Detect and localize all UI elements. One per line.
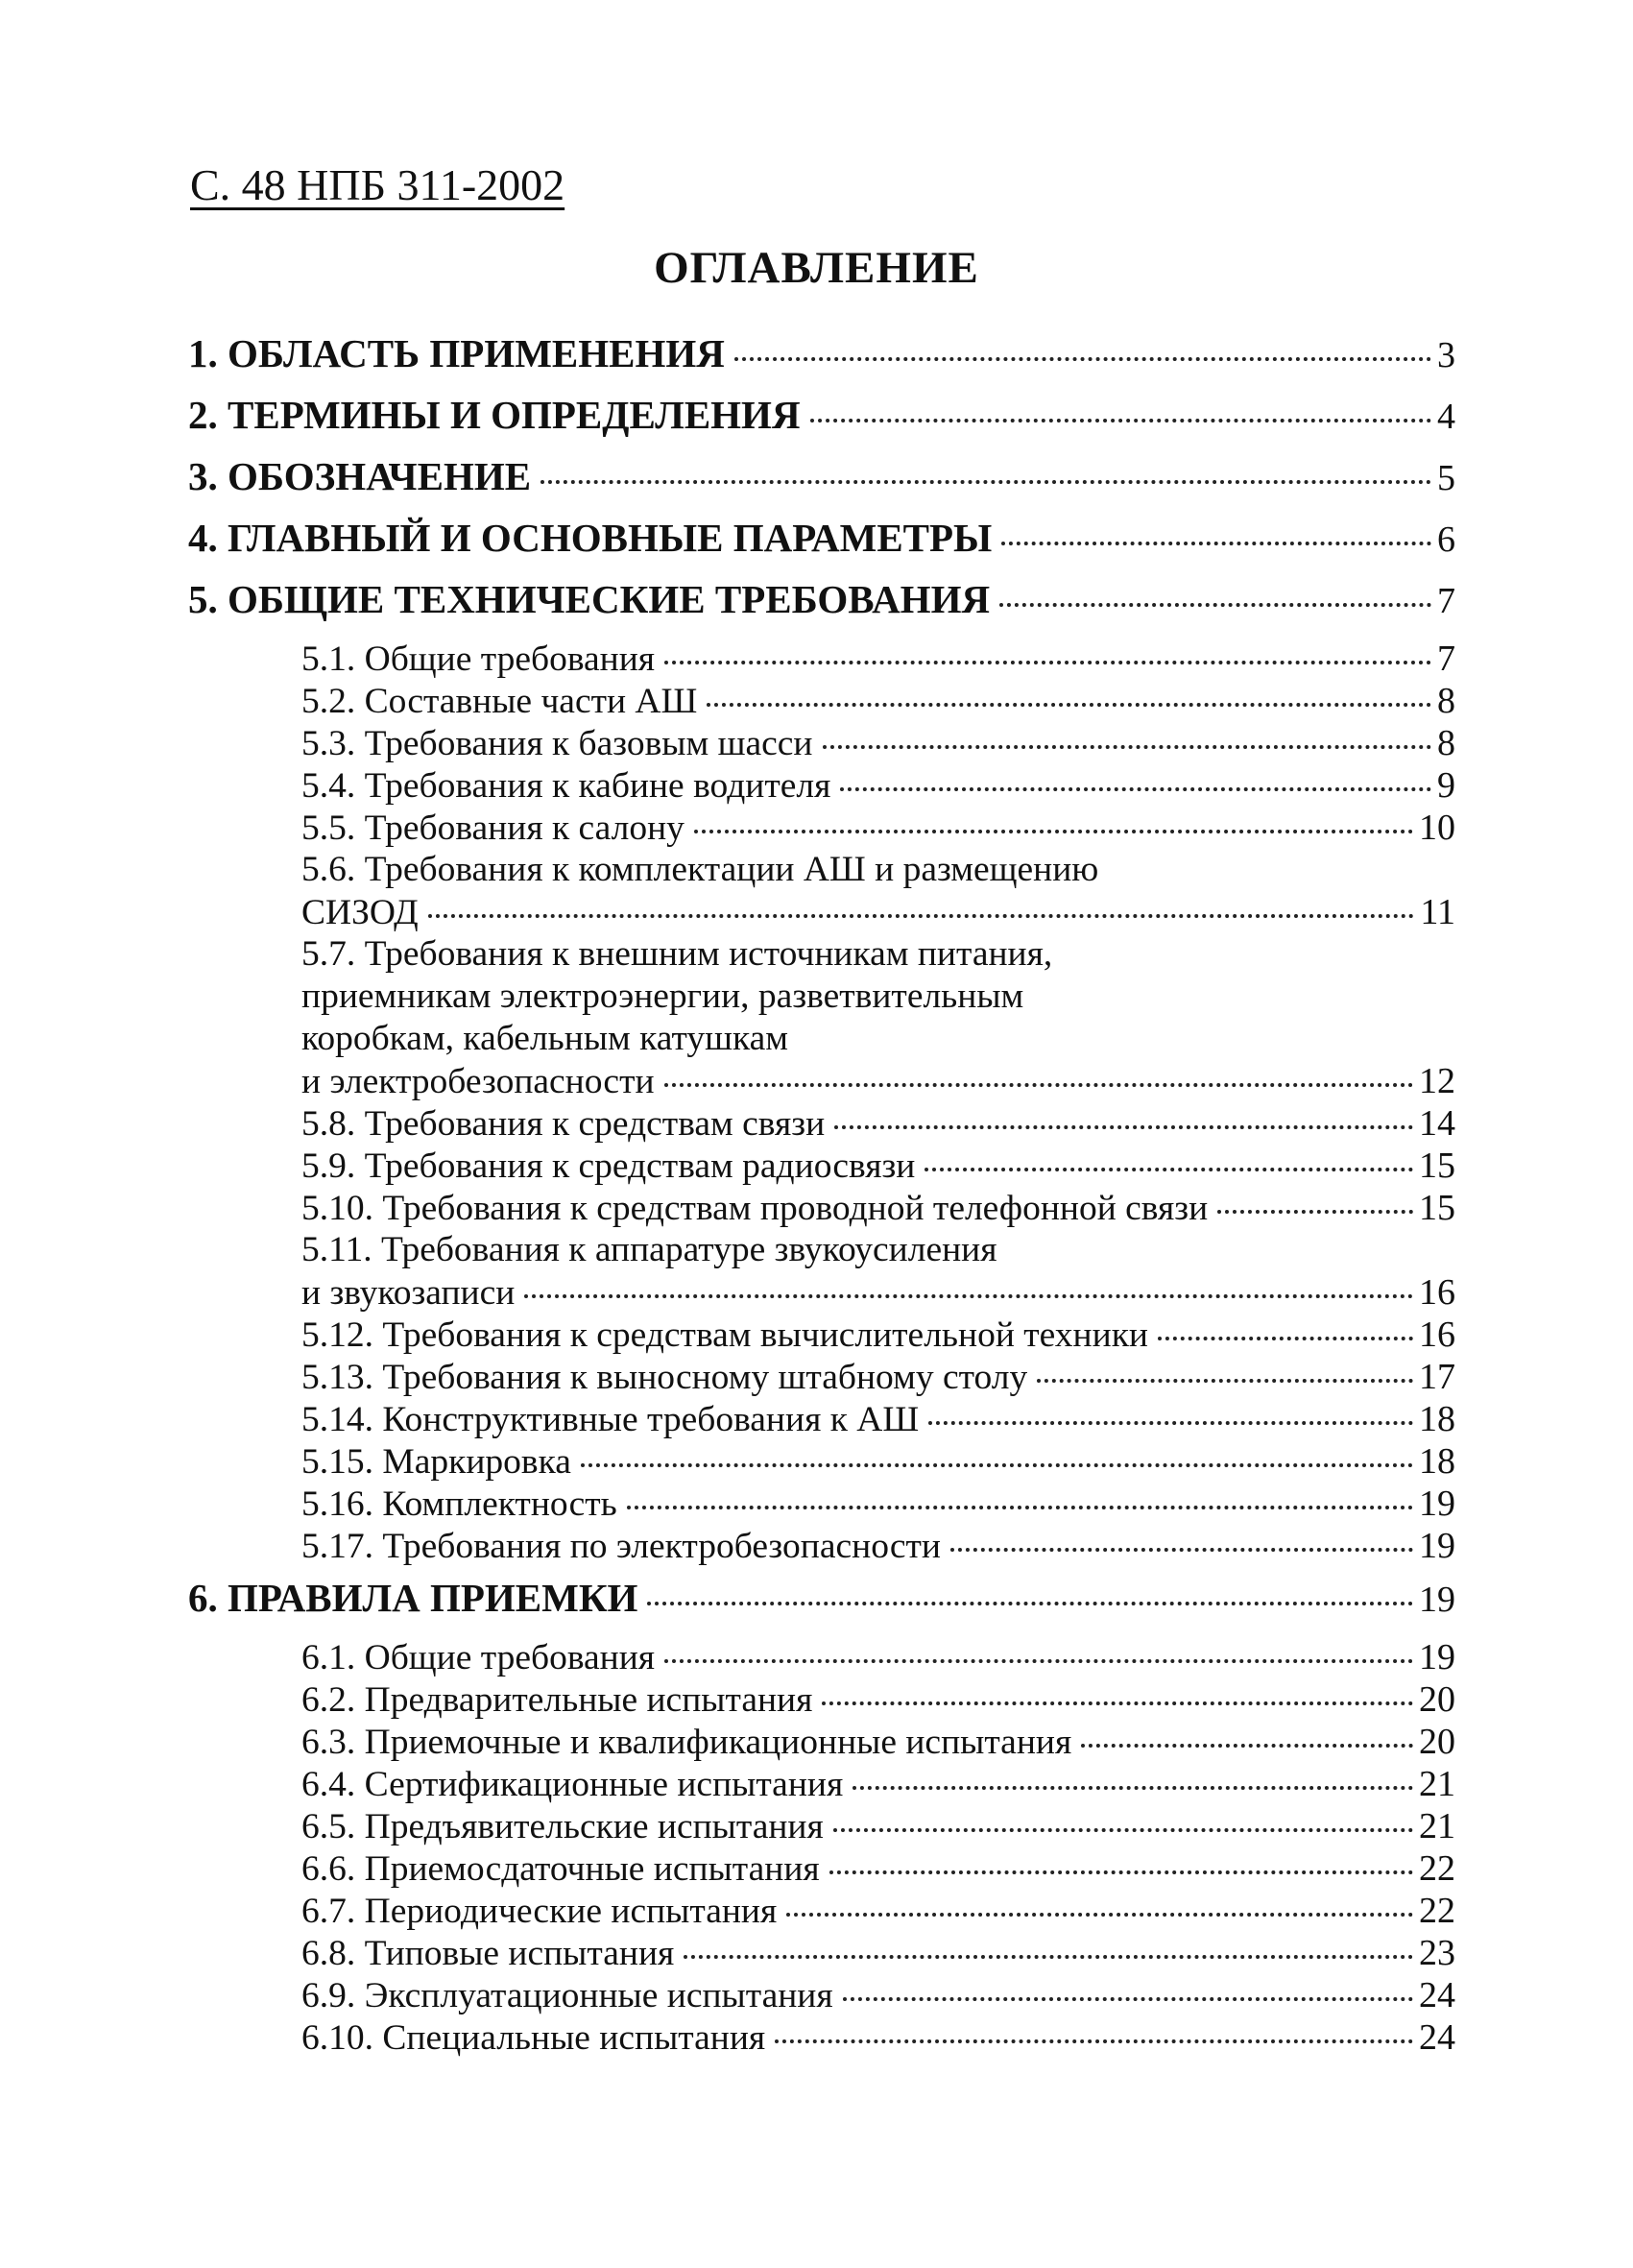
leader-dots	[853, 1786, 1413, 1790]
toc-entry-title: 6.6. Приемосдаточные испытания	[301, 1849, 820, 1889]
toc-entry-title: 3. ОБОЗНАЧЕНИЕ	[188, 454, 532, 498]
leader-dots	[664, 1659, 1413, 1663]
toc-entry-section-4[interactable]	[188, 515, 1455, 559]
toc-page-number: 20	[1419, 1722, 1455, 1762]
leader-dots	[627, 1506, 1413, 1509]
toc-entry-5-15[interactable]	[301, 1440, 1455, 1484]
toc-entry-5-10[interactable]	[301, 1187, 1455, 1231]
toc-page-number: 19	[1419, 1484, 1455, 1524]
toc-page-number: 8	[1437, 681, 1455, 721]
toc-entry-title: 5.15. Маркировка	[301, 1442, 571, 1482]
toc-entry-5-8[interactable]	[301, 1102, 1455, 1146]
leader-dots	[1158, 1337, 1413, 1340]
toc-page-number: 10	[1419, 808, 1455, 848]
toc-entry-title: 5.9. Требования к средствам радиосвязи	[301, 1146, 916, 1186]
toc-entry-title-end: и электробезопасности	[301, 1062, 655, 1101]
toc-page-number: 4	[1437, 397, 1455, 437]
leader-dots	[950, 1548, 1413, 1552]
leader-dots	[1217, 1210, 1413, 1214]
leader-dots	[823, 745, 1432, 749]
toc-entry-5-3[interactable]	[301, 722, 1455, 766]
toc-page-number: 21	[1419, 1764, 1455, 1804]
toc-entry-6-7[interactable]	[301, 1890, 1455, 1934]
running-head: С. 48 НПБ 311-2002	[190, 160, 565, 209]
leader-dots	[840, 787, 1431, 791]
toc-entry-5-9[interactable]	[301, 1145, 1455, 1189]
toc-page-number: 16	[1419, 1315, 1455, 1355]
toc-entry-title: 6.8. Типовые испытания	[301, 1934, 675, 1973]
leader-dots	[843, 1997, 1413, 2001]
toc-page-number: 8	[1437, 723, 1455, 763]
toc-entry-6-2[interactable]	[301, 1678, 1455, 1723]
toc-entry-title: 1. ОБЛАСТЬ ПРИМЕНЕНИЯ	[188, 331, 725, 375]
toc-entry-title: 5.16. Комплектность	[301, 1484, 617, 1524]
toc-title: ОГЛАВЛЕНИЕ	[654, 243, 979, 293]
toc-entry-5-14[interactable]	[301, 1398, 1455, 1442]
toc-entry-title: 6.7. Периодические испытания	[301, 1892, 778, 1931]
toc-entry-6-3[interactable]	[301, 1721, 1455, 1765]
toc-entry-5-11[interactable]	[301, 1271, 1455, 1315]
leader-dots	[775, 2039, 1413, 2043]
toc-page-number: 17	[1419, 1357, 1455, 1397]
toc-entry-title: 2. ТЕРМИНЫ И ОПРЕДЕЛЕНИЯ	[188, 393, 801, 437]
toc-entry-title: 6.2. Предварительные испытания	[301, 1680, 813, 1720]
toc-entry-title: 6.3. Приемочные и квалификационные испытания	[301, 1723, 1072, 1762]
toc-entry-title: 6.1. Общие требования	[301, 1638, 656, 1677]
leader-dots	[734, 357, 1431, 361]
toc-page-number: 16	[1419, 1272, 1455, 1313]
toc-entry-title-line3: коробкам, кабельным катушкам	[301, 1019, 789, 1058]
toc-entry-5-7-line1[interactable]	[301, 933, 1455, 977]
toc-page-number: 19	[1419, 1580, 1455, 1620]
toc-page-number: 7	[1437, 639, 1455, 679]
toc-entry-5-7-line3[interactable]	[301, 1018, 1455, 1062]
toc-entry-section-6[interactable]	[188, 1575, 1455, 1619]
toc-entry-title: 5.2. Составные части АШ	[301, 682, 698, 721]
toc-entry-title: 5.11. Требования к аппаратуре звукоусиления	[301, 1230, 997, 1269]
toc-entry-5-13[interactable]	[301, 1356, 1455, 1400]
toc-entry-5-12[interactable]	[301, 1314, 1455, 1358]
leader-dots	[925, 1168, 1413, 1171]
toc-page-number: 18	[1419, 1441, 1455, 1482]
leader-dots	[834, 1125, 1413, 1129]
toc-page-number: 3	[1437, 335, 1455, 375]
toc-page-number: 7	[1437, 581, 1455, 621]
toc-page-number: 11	[1420, 892, 1455, 932]
leader-dots	[999, 603, 1431, 607]
leader-dots	[664, 1083, 1413, 1087]
toc-entry-5-7-line2[interactable]	[301, 976, 1455, 1020]
toc-entry-title: 5.8. Требования к средствам связи	[301, 1104, 826, 1144]
toc-entry-5-11-line1[interactable]	[301, 1229, 1455, 1273]
toc-entry-title: 6.9. Эксплуатационные испытания	[301, 1976, 833, 2015]
toc-entry-title: 5.17. Требования по электробезопасности	[301, 1527, 941, 1566]
toc-page-number: 15	[1419, 1188, 1455, 1228]
leader-dots	[581, 1463, 1413, 1467]
leader-dots	[664, 661, 1431, 664]
toc-entry-5-6-line1[interactable]	[301, 849, 1455, 893]
leader-dots	[822, 1701, 1413, 1705]
toc-entry-title: 5.13. Требования к выносному штабному столу	[301, 1358, 1028, 1397]
toc-entry-6-10[interactable]	[301, 2016, 1455, 2061]
toc-page-number: 23	[1419, 1933, 1455, 1973]
toc-page-number: 12	[1419, 1061, 1455, 1101]
toc-entry-title: 5. ОБЩИЕ ТЕХНИЧЕСКИЕ ТРЕБОВАНИЯ	[188, 577, 991, 621]
toc-page-number: 14	[1419, 1103, 1455, 1144]
toc-entry-6-4[interactable]	[301, 1763, 1455, 1807]
leader-dots	[694, 830, 1413, 833]
toc-entry-title: 6. ПРАВИЛА ПРИЕМКИ	[188, 1576, 638, 1620]
toc-page-number: 22	[1419, 1891, 1455, 1931]
leader-dots	[786, 1913, 1413, 1917]
toc-entry-title: 5.7. Требования к внешним источникам питания,	[301, 934, 1053, 974]
toc-page-number: 20	[1419, 1679, 1455, 1720]
toc-entry-section-2[interactable]	[188, 392, 1455, 436]
toc-entry-5-4[interactable]	[301, 764, 1455, 808]
toc-entry-6-5[interactable]	[301, 1805, 1455, 1849]
toc-page-number: 19	[1419, 1526, 1455, 1566]
toc-entry-title: 5.10. Требования к средствам проводной телефонной связи	[301, 1189, 1209, 1228]
toc-page-number: 15	[1419, 1146, 1455, 1186]
toc-page-number: 18	[1419, 1399, 1455, 1439]
toc-entry-title: 5.1. Общие требования	[301, 639, 656, 679]
toc-entry-title-line2: приемникам электроэнергии, разветвительным	[301, 977, 1024, 1016]
toc-entry-title: 5.14. Конструктивные требования к АШ	[301, 1400, 920, 1439]
toc-entry-title: 5.4. Требования к кабине водителя	[301, 766, 831, 806]
leader-dots	[428, 914, 1415, 918]
toc-entry-5-2[interactable]	[301, 680, 1455, 724]
toc-entry-title: 5.3. Требования к базовым шасси	[301, 724, 813, 763]
leader-dots	[829, 1870, 1413, 1874]
toc-entry-5-16[interactable]	[301, 1483, 1455, 1527]
toc-entry-5-6[interactable]	[301, 891, 1455, 935]
toc-entry-title-end: и звукозаписи	[301, 1273, 516, 1313]
toc-page-number: 24	[1419, 2017, 1455, 2058]
leader-dots	[1001, 542, 1431, 545]
toc-page-number: 19	[1419, 1637, 1455, 1677]
toc-entry-title-end: СИЗОД	[301, 893, 419, 932]
toc-entry-section-1[interactable]	[188, 330, 1455, 374]
toc-entry-6-1[interactable]	[301, 1636, 1455, 1680]
leader-dots	[647, 1602, 1413, 1605]
leader-dots	[524, 1294, 1413, 1298]
table-of-contents	[188, 0, 1455, 2268]
leader-dots	[810, 419, 1431, 422]
toc-entry-title: 6.10. Специальные испытания	[301, 2018, 766, 2058]
leader-dots	[1037, 1379, 1413, 1383]
toc-entry-title: 5.6. Требования к комплектации АШ и размещению	[301, 850, 1099, 889]
toc-entry-title: 4. ГЛАВНЫЙ И ОСНОВНЫЕ ПАРАМЕТРЫ	[188, 516, 993, 560]
leader-dots	[928, 1421, 1413, 1425]
leader-dots	[684, 1955, 1413, 1959]
toc-page-number: 22	[1419, 1848, 1455, 1889]
leader-dots	[707, 703, 1431, 707]
toc-entry-section-5[interactable]	[188, 576, 1455, 620]
toc-entry-6-9[interactable]	[301, 1974, 1455, 2018]
toc-entry-5-1[interactable]	[301, 638, 1455, 682]
toc-entry-title: 6.4. Сертификационные испытания	[301, 1765, 844, 1804]
leader-dots	[1081, 1744, 1413, 1748]
toc-page-number: 5	[1437, 458, 1455, 498]
toc-entry-5-7[interactable]	[301, 1060, 1455, 1104]
toc-entry-section-3[interactable]	[188, 453, 1455, 497]
toc-entry-5-5[interactable]	[301, 807, 1455, 851]
toc-entry-5-17[interactable]	[301, 1525, 1455, 1569]
leader-dots	[833, 1828, 1413, 1832]
toc-entry-6-6[interactable]	[301, 1847, 1455, 1892]
toc-page-number: 9	[1437, 765, 1455, 806]
toc-page-number: 21	[1419, 1806, 1455, 1846]
toc-entry-title: 5.12. Требования к средствам вычислительной техники	[301, 1315, 1148, 1355]
toc-entry-6-8[interactable]	[301, 1932, 1455, 1976]
toc-entry-title: 6.5. Предъявительские испытания	[301, 1807, 824, 1846]
toc-page-number: 6	[1437, 519, 1455, 560]
toc-page-number: 24	[1419, 1975, 1455, 2015]
leader-dots	[540, 480, 1431, 484]
toc-entry-title: 5.5. Требования к салону	[301, 808, 684, 848]
